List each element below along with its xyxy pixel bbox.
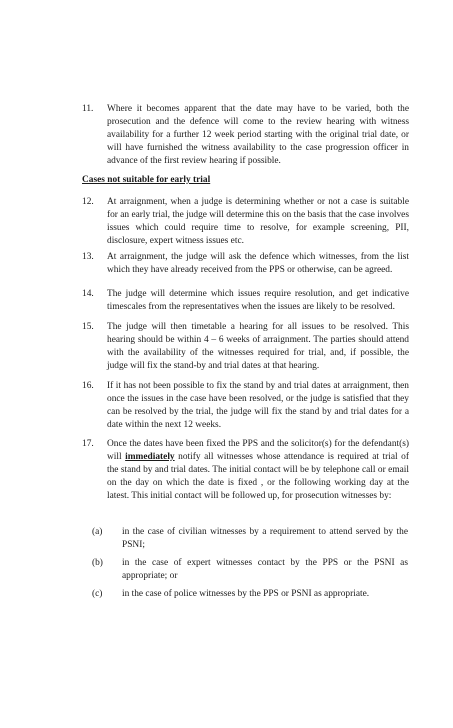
paragraph-text: The judge will then timetable a hearing for all issues to be resolved. This hearing should be within 4 – 6 weeks of arraignment. The parties should attend with the availability of the witnesses required for trial, and, if possible, the judge will fix the stand-by and trial dates at that hearing.: [107, 322, 409, 371]
paragraph-number: 14.: [82, 289, 94, 299]
list-item-c: [92, 588, 408, 601]
paragraph-13: [82, 251, 409, 277]
section-heading: Cases not suitable for early trial: [82, 175, 211, 185]
paragraph-12: [82, 196, 409, 248]
paragraph-number: 12.: [82, 197, 94, 207]
list-item-label: (b): [92, 558, 103, 568]
paragraph-15: [82, 321, 409, 373]
list-item-text: in the case of civilian witnesses by a requirement to attend served by the PSNI;: [122, 527, 408, 550]
paragraph-number: 13.: [82, 252, 94, 262]
paragraph-number: 15.: [82, 322, 94, 332]
paragraph-text: At arraignment, when a judge is determining whether or not a case is suitable for an early trial, the judge will determine this on the basis that the case involves issues which could require time to resolve, for example screening, PII, disclosure, expert witness issues etc.: [107, 197, 409, 246]
paragraph-11: [82, 103, 409, 168]
paragraph-14: [82, 288, 409, 314]
list-item-b: [92, 557, 408, 583]
paragraph-text-after: notify all witnesses whose attendance is required at trial of the stand by and trial dates. The initial contact will be by telephone call or email on the day on which the date is fixed , or the following working day at the latest. This initial contact will be followed up, for prosecution witnesses by:: [107, 452, 409, 501]
paragraph-number: 11.: [82, 104, 94, 114]
paragraph-text: If it has not been possible to fix the stand by and trial dates at arraignment, then once the issues in the case have been resolved, or the judge is satisfied that they can be resolved by the trial, the judge will fix the stand by and trial dates for a date within the next 12 weeks.: [107, 381, 409, 430]
emphasis-text: immediately: [125, 452, 175, 462]
paragraph-number: 16.: [82, 381, 94, 391]
paragraph-text: At arraignment, the judge will ask the defence which witnesses, from the list which they have already received from the PPS or otherwise, can be agreed.: [107, 252, 409, 275]
list-item-text: in the case of police witnesses by the PPS or PSNI as appropriate.: [122, 589, 370, 599]
paragraph-text-before: Once the dates have been fixed the PPS and the solicitor(s) for the defendant(s) will: [107, 439, 409, 462]
list-item-text: in the case of expert witnesses contact by the PPS or the PSNI as appropriate; or: [122, 558, 408, 581]
list-item-a: [92, 526, 408, 552]
paragraph-text: Where it becomes apparent that the date may have to be varied, both the prosecution and the defence will come to the review hearing with witness availability for a further 12 week period starting with the original trial date, or will have furnished the witness availability to the case progression officer in advance of the first review hearing if possible.: [107, 104, 409, 166]
paragraph-16: [82, 380, 409, 432]
paragraph-number: 17.: [82, 439, 94, 449]
paragraph-17: [82, 438, 409, 503]
list-item-label: (c): [92, 589, 103, 599]
paragraph-text: The judge will determine which issues require resolution, and get indicative timescales from the representatives when the issues are likely to be resolved.: [107, 289, 409, 312]
list-item-label: (a): [92, 527, 103, 537]
